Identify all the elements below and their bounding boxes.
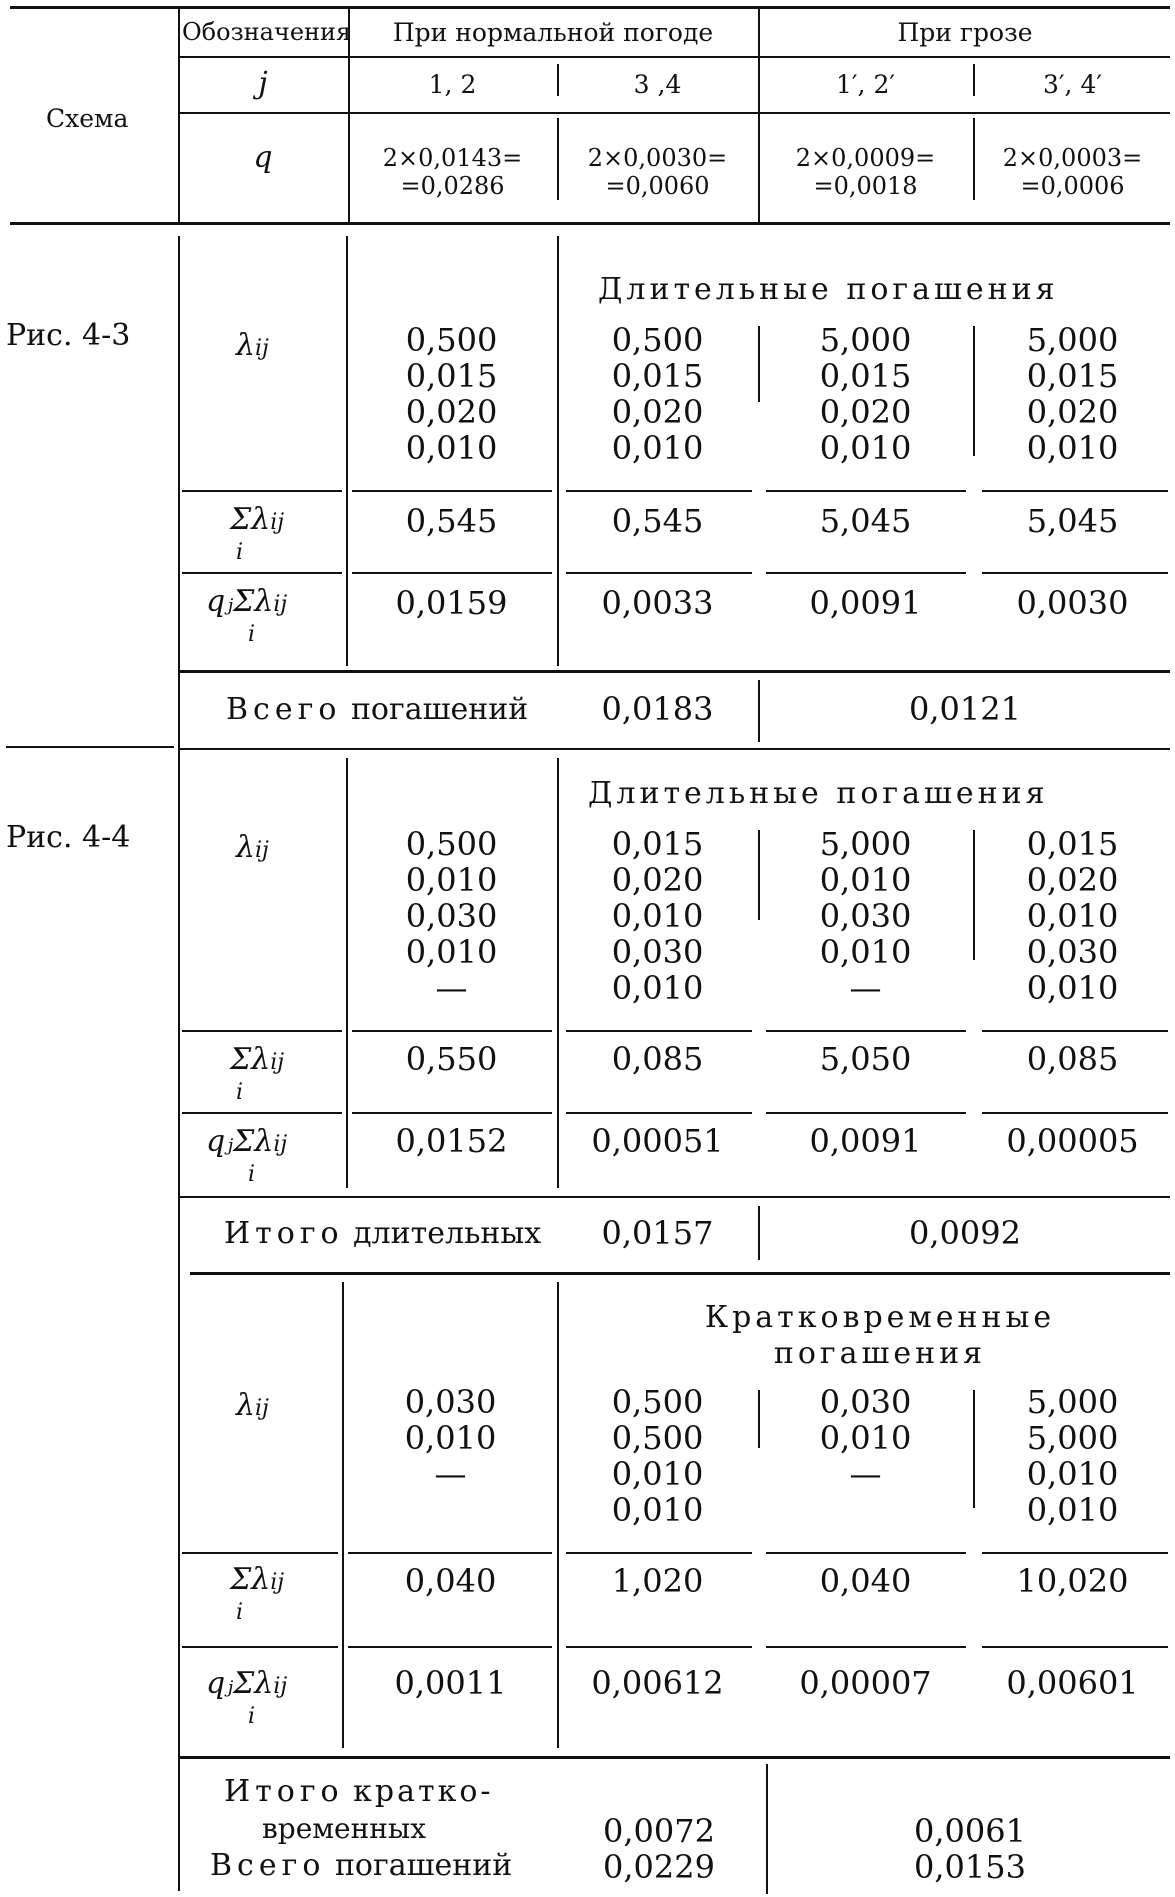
fig43-sum-value: 0,545: [611, 502, 704, 540]
lambda-char: λ: [236, 830, 256, 865]
q-line: =0,0060: [605, 172, 710, 200]
fig43-sum-symbol: [230, 502, 284, 537]
fig43-label: Рис. 4-3: [6, 318, 131, 353]
fig44-label: Рис. 4-4: [6, 820, 131, 855]
fig43-rule-before-qsum: [766, 572, 966, 574]
fig44-rule-before-sum: [766, 1030, 966, 1032]
sum-subscript: ij: [270, 1570, 285, 1595]
total-label-spaced: Итого: [224, 1774, 344, 1809]
fig44-short-sum-under: i: [236, 1600, 244, 1625]
fig43-lambda-col: [348, 322, 555, 466]
fig43-qsum-symbol: [206, 584, 287, 619]
fig44-short-sum-value: 0,040: [404, 1562, 497, 1600]
fig44-short-lambda-col: [760, 1384, 971, 1492]
qsum-subscript: ij: [273, 592, 288, 617]
fig44-short-title-2: погашения: [773, 1336, 987, 1371]
fig44-short-lambda-col: [975, 1384, 1170, 1528]
fig44-short-total-divider: [766, 1764, 768, 1894]
fig43-qsum-value: 0,0091: [809, 584, 922, 622]
fig44-long-total-storm: 0,0092: [909, 1214, 1021, 1252]
sum-char: Σλ: [230, 1042, 271, 1077]
fig44-short-top-rule: [190, 1272, 1170, 1275]
fig44-short-total-normal: 0,0072: [603, 1812, 715, 1850]
fig43-rule-before-qsum: [566, 572, 752, 574]
fig44-short-qsum-value: 0,00601: [1006, 1664, 1139, 1702]
fig44-sum-value: 0,550: [405, 1040, 498, 1078]
fig43-section-title: Длительные погашения: [598, 272, 1059, 307]
fig44-rule-before-qsum: [352, 1112, 552, 1114]
value-cell: 0,500: [611, 1383, 704, 1421]
value-cell: 0,015: [611, 825, 704, 863]
fig44-qsum-symbol: [206, 1124, 287, 1159]
fig44-rule-before-sum: [182, 1030, 342, 1032]
value-cell: 0,010: [1026, 1491, 1119, 1529]
header-j-value: 1′, 2′: [835, 70, 896, 99]
value-cell: 0,010: [611, 1455, 704, 1493]
qsum-char: qⱼΣλ: [206, 584, 274, 619]
fig44-short-rule-before-qsum: [348, 1646, 552, 1648]
fig44-rule-before-qsum: [182, 1112, 342, 1114]
lambda-subscript: ij: [255, 838, 269, 863]
value-cell: 0,010: [405, 933, 498, 971]
fig43-total-normal: 0,0183: [601, 690, 714, 728]
fig44-qsum-value: 0,0091: [809, 1122, 922, 1160]
fig44-rule-before-sum: [982, 1030, 1168, 1032]
value-cell: —: [849, 969, 882, 1007]
value-cell: 0,010: [611, 1491, 704, 1529]
fig43-rule-before-qsum: [982, 572, 1168, 574]
value-cell: 0,030: [404, 1383, 497, 1421]
fig43-rule-before-sum: [766, 490, 966, 492]
header-q-value: [760, 144, 971, 200]
value-cell: 0,500: [405, 321, 498, 359]
body-left-rule: [178, 236, 180, 1891]
value-cell: 0,015: [611, 357, 704, 395]
lambda-subscript: ij: [255, 336, 269, 361]
q-line: 2×0,0009=: [795, 144, 936, 172]
fig44-rule-before-sum: [566, 1030, 752, 1032]
value-cell: 0,010: [611, 897, 704, 935]
value-cell: 0,010: [819, 1419, 912, 1457]
value-cell: 0,015: [1026, 357, 1119, 395]
fig43-rule-before-sum: [182, 490, 342, 492]
value-cell: 0,010: [1026, 969, 1119, 1007]
value-cell: 5,000: [1026, 1383, 1119, 1421]
qsum-char: qⱼΣλ: [206, 1666, 274, 1701]
fig44-short-rule-before-qsum: [982, 1646, 1168, 1648]
value-cell: 0,010: [611, 969, 704, 1007]
fig44-rule-before-qsum: [766, 1112, 966, 1114]
header-top-rule: [10, 6, 1170, 9]
fig44-sum-under: i: [236, 1080, 244, 1105]
value-cell: 0,015: [405, 357, 498, 395]
fig44-long-title: Длительные погашения: [588, 776, 1049, 811]
fig44-lambda-symbol: [236, 830, 269, 865]
value-cell: 5,000: [819, 825, 912, 863]
fig44-top-rule: [180, 748, 1170, 750]
fig44-short-rule-before-sum: [982, 1552, 1168, 1554]
fig43-rule-before-sum: [982, 490, 1168, 492]
value-cell: 5,000: [819, 321, 912, 359]
value-cell: 0,020: [819, 393, 912, 431]
fig44-long-lambda-col: [760, 826, 971, 1006]
fig44-short-sum-value: 1,020: [611, 1562, 704, 1600]
fig44-grand-total-normal: 0,0229: [603, 1848, 715, 1886]
value-cell: 0,015: [819, 357, 912, 395]
fig44-long-lambda-col: [559, 826, 756, 1006]
total-label-spaced-2: кратко-: [353, 1774, 494, 1809]
fig44-short-qsum-under: i: [248, 1704, 256, 1729]
fig44-short-total-label: [224, 1774, 494, 1809]
value-cell: 0,010: [819, 933, 912, 971]
fig44-short-rule-before-sum: [182, 1552, 338, 1554]
fig44-long-lambda-col: [975, 826, 1170, 1006]
header-bottom-rule: [10, 222, 1170, 225]
q-line: 2×0,0003=: [1002, 144, 1143, 172]
fig43-sum-value: 0,545: [405, 502, 498, 540]
sum-char: Σλ: [230, 1562, 271, 1597]
value-cell: 0,010: [1026, 1455, 1119, 1493]
total-label-rest: погашений: [350, 692, 529, 727]
lambda-subscript: ij: [255, 1396, 269, 1421]
fig44-short-total-storm: 0,0061: [914, 1812, 1026, 1850]
fig44-sum-value: 5,050: [819, 1040, 912, 1078]
value-cell: 0,010: [405, 429, 498, 467]
fig44-qsum-value: 0,00005: [1006, 1122, 1139, 1160]
fig43-qsum-value: 0,0159: [395, 584, 508, 622]
lambda-char: λ: [236, 328, 256, 363]
fig44-short-rule-before-sum: [766, 1552, 966, 1554]
total-label-rest: длительных: [353, 1216, 542, 1251]
value-cell: 0,010: [1026, 897, 1119, 935]
fig44-short-total-label-line2: временных: [262, 1812, 427, 1845]
q-line: 2×0,0030=: [587, 144, 728, 172]
fig44-short-qsum-value: 0,00612: [591, 1664, 724, 1702]
fig43-lambda-symbol: [236, 328, 269, 363]
total-label-spaced: Всего: [226, 692, 342, 727]
fig43-lambda-col: [975, 322, 1170, 466]
value-cell: 0,010: [611, 429, 704, 467]
value-cell: 5,000: [1026, 1419, 1119, 1457]
fig43-rule-before-total: [180, 670, 1170, 673]
fig44-rule-before-long-total: [180, 1196, 1170, 1198]
fig44-qsum-value: 0,00051: [591, 1122, 724, 1160]
fig43-qsum-value: 0,0030: [1016, 584, 1129, 622]
value-cell: 0,010: [1026, 429, 1119, 467]
fig44-rule-before-sum: [352, 1030, 552, 1032]
sum-subscript: ij: [270, 1050, 285, 1075]
value-cell: 0,030: [405, 897, 498, 935]
header-q-value: [559, 144, 756, 200]
fig44-short-lambda-col: [346, 1384, 555, 1492]
value-cell: 0,010: [405, 861, 498, 899]
fig43-lambda-col: [760, 322, 971, 466]
value-cell: 0,010: [819, 429, 912, 467]
q-line: =0,0286: [400, 172, 505, 200]
fig44-rule-before-short-total: [180, 1756, 1170, 1759]
sum-char: Σλ: [230, 502, 271, 537]
fig44-qsum-value: 0,0152: [395, 1122, 508, 1160]
value-cell: 5,000: [1026, 321, 1119, 359]
header-normal-weather: При нормальной погоде: [392, 18, 714, 47]
lambda-char: λ: [236, 1388, 256, 1423]
header-q-value: [975, 144, 1170, 200]
value-cell: 0,030: [819, 1383, 912, 1421]
fig44-short-sum-value: 0,040: [819, 1562, 912, 1600]
value-cell: 0,020: [1026, 861, 1119, 899]
fig44-short-rule-before-qsum: [566, 1646, 752, 1648]
fig44-sum-symbol: [230, 1042, 284, 1077]
fig44-short-lambda-col: [559, 1384, 756, 1528]
fig44-short-sum-value: 10,020: [1016, 1562, 1129, 1600]
fig44-grand-total-label: [210, 1848, 512, 1883]
q-line: =0,0018: [813, 172, 918, 200]
value-cell: —: [849, 1455, 882, 1493]
fig44-long-total-normal: 0,0157: [601, 1214, 714, 1252]
fig44-top-rule-left: [6, 746, 174, 748]
header-designations: Обозначения: [182, 18, 352, 46]
fig44-short-rule-before-sum: [348, 1552, 552, 1554]
header-rule-2: [180, 112, 1170, 114]
header-j-value: 1, 2: [428, 70, 477, 99]
header-j-value: 3 ,4: [633, 70, 682, 99]
fig44-short-qsum-symbol: [206, 1666, 287, 1701]
fig44-short-sum-symbol: [230, 1562, 284, 1597]
value-cell: 0,020: [611, 861, 704, 899]
fig43-rule-before-qsum: [182, 572, 342, 574]
qsum-subscript: ij: [273, 1674, 288, 1699]
fig44-rule-before-qsum: [566, 1112, 752, 1114]
header-j-symbol: j: [258, 66, 268, 101]
header-rule-1: [180, 56, 1170, 58]
value-cell: 0,030: [819, 897, 912, 935]
fig44-short-rule-before-sum: [566, 1552, 752, 1554]
q-line: 2×0,0143=: [382, 144, 523, 172]
total-label-spaced: Итого: [224, 1216, 344, 1251]
value-cell: 0,030: [1026, 933, 1119, 971]
value-cell: —: [434, 1455, 467, 1493]
qsum-char: qⱼΣλ: [206, 1124, 274, 1159]
header-thunderstorm: При грозе: [897, 18, 1033, 47]
fig43-total-storm: 0,0121: [909, 690, 1021, 728]
sum-subscript: ij: [270, 510, 285, 535]
fig44-long-lambda-col: [348, 826, 555, 1006]
fig43-total-label: [226, 692, 528, 727]
value-cell: 0,030: [611, 933, 704, 971]
fig43-rule-before-sum: [352, 490, 552, 492]
header-q-symbol: q: [253, 140, 273, 175]
value-cell: 0,010: [819, 861, 912, 899]
fig44-rule-before-qsum: [982, 1112, 1168, 1114]
value-cell: 0,020: [611, 393, 704, 431]
grand-label-spaced: Всего: [210, 1848, 326, 1883]
header-q-value: [350, 144, 555, 200]
grand-label-rest: погашений: [334, 1848, 513, 1883]
fig44-sum-value: 0,085: [1026, 1040, 1119, 1078]
fig44-sum-value: 0,085: [611, 1040, 704, 1078]
qsum-subscript: ij: [273, 1132, 288, 1157]
value-cell: 0,015: [1026, 825, 1119, 863]
fig44-short-lambda-symbol: [236, 1388, 269, 1423]
value-cell: 0,500: [405, 825, 498, 863]
value-cell: 0,010: [404, 1419, 497, 1457]
fig43-sum-under: i: [236, 540, 244, 565]
q-line: =0,0006: [1020, 172, 1125, 200]
fig44-short-rule-sym: [342, 1282, 344, 1748]
header-scheme: Схема: [46, 104, 129, 133]
fig43-rule-before-qsum: [352, 572, 552, 574]
fig44-short-rule-before-qsum: [766, 1646, 966, 1648]
value-cell: 0,020: [405, 393, 498, 431]
value-cell: 0,500: [611, 321, 704, 359]
fig43-sum-value: 5,045: [819, 502, 912, 540]
fig44-qsum-under: i: [248, 1162, 256, 1187]
fig43-rule-before-sum: [566, 490, 752, 492]
fig44-short-title-1: Кратковременные: [704, 1300, 1056, 1335]
value-cell: —: [435, 969, 468, 1007]
fig43-qsum-under: i: [248, 622, 256, 647]
fig44-short-rule-before-qsum: [182, 1646, 338, 1648]
fig44-long-total-label: [224, 1216, 541, 1251]
header-j-value: 3′, 4′: [1042, 70, 1103, 99]
fig43-lambda-col: [559, 322, 756, 466]
fig43-qsum-value: 0,0033: [601, 584, 714, 622]
fig44-grand-total-storm: 0,0153: [914, 1848, 1026, 1886]
value-cell: 0,500: [611, 1419, 704, 1457]
fig44-short-qsum-value: 0,0011: [394, 1664, 507, 1702]
fig43-sum-value: 5,045: [1026, 502, 1119, 540]
fig44-short-qsum-value: 0,00007: [799, 1664, 932, 1702]
value-cell: 0,020: [1026, 393, 1119, 431]
header-divider-scheme: [178, 8, 180, 222]
